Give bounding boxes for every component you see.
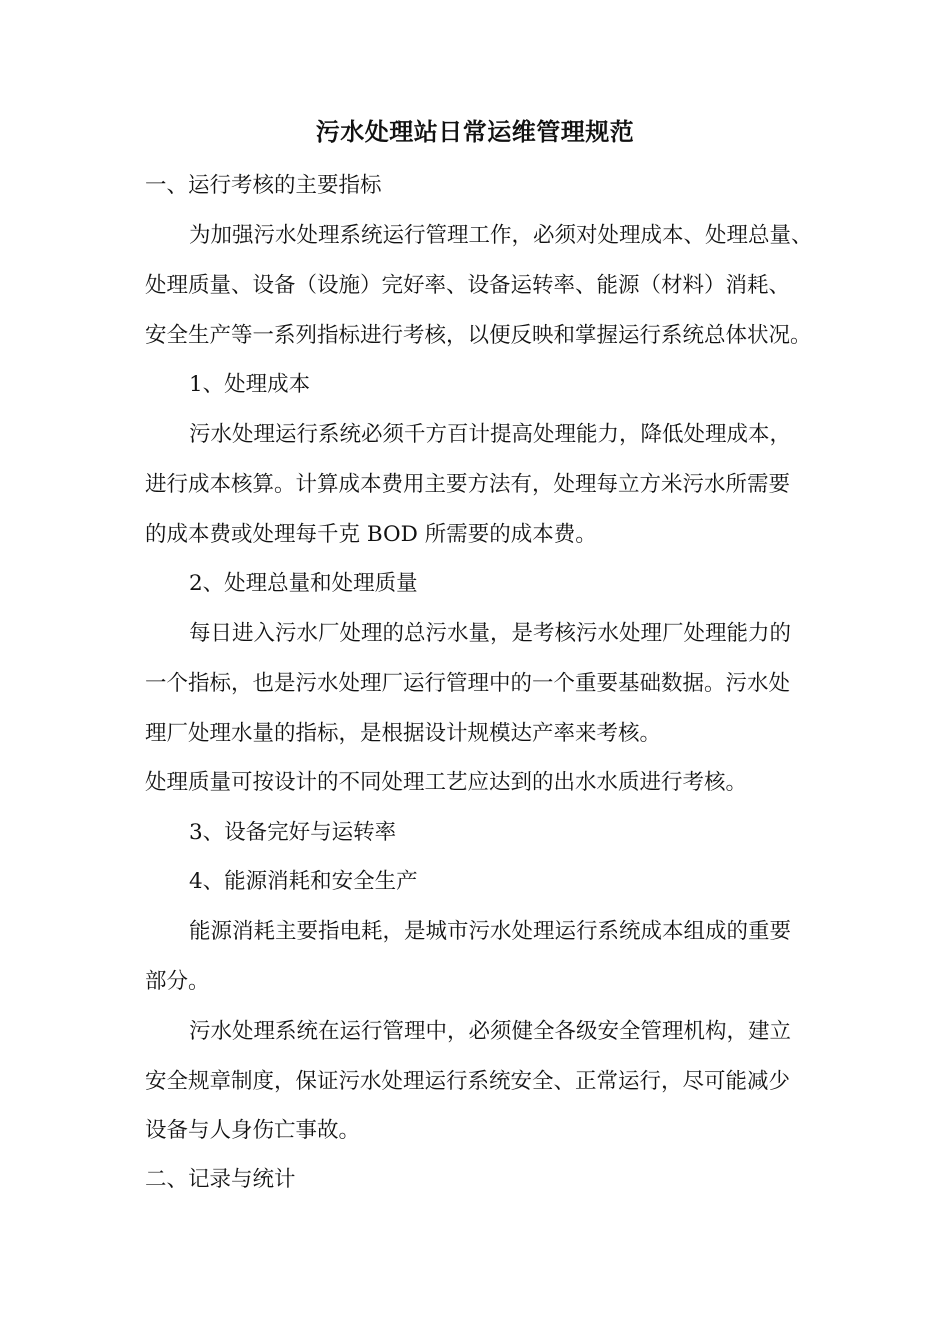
subsection-heading: 3、设备完好与运转率 (189, 820, 397, 845)
section-heading: 二、记录与统计 (145, 1167, 296, 1192)
section-heading: 一、运行考核的主要指标 (145, 173, 382, 198)
subsection-heading: 1、处理成本 (189, 372, 311, 397)
paragraph-line: 的成本费或处理每千克 BOD 所需要的成本费。 (145, 522, 597, 547)
paragraph-line: 污水处理运行系统必须千方百计提高处理能力，降低处理成本， (189, 422, 792, 447)
paragraph-line: 处理质量可按设计的不同处理工艺应达到的出水水质进行考核。 (145, 770, 748, 795)
paragraph-line: 能源消耗主要指电耗，是城市污水处理运行系统成本组成的重要 (189, 919, 792, 944)
paragraph-line: 理厂处理水量的指标，是根据设计规模达产率来考核。 (145, 721, 662, 746)
paragraph-line: 进行成本核算。计算成本费用主要方法有，处理每立方米污水所需要 (145, 472, 791, 497)
paragraph-line: 部分。 (145, 969, 210, 994)
paragraph-line: 一个指标，也是污水处理厂运行管理中的一个重要基础数据。污水处 (145, 671, 791, 696)
paragraph-line: 设备与人身伤亡事故。 (145, 1118, 361, 1143)
paragraph-line: 污水处理系统在运行管理中，必须健全各级安全管理机构，建立 (189, 1019, 792, 1044)
paragraph-line: 安全规章制度，保证污水处理运行系统安全、正常运行，尽可能减少 (145, 1069, 791, 1094)
paragraph-line: 安全生产等一系列指标进行考核，以便反映和掌握运行系统总体状况。 (145, 323, 812, 348)
paragraph-line: 为加强污水处理系统运行管理工作，必须对处理成本、处理总量、 (189, 223, 813, 248)
paragraph-line: 处理质量、设备（设施）完好率、设备运转率、能源（材料）消耗、 (145, 273, 791, 298)
subsection-heading: 2、处理总量和处理质量 (189, 571, 418, 596)
document-title: 污水处理站日常运维管理规范 (315, 117, 635, 146)
paragraph-line: 每日进入污水厂处理的总污水量，是考核污水处理厂处理能力的 (189, 621, 792, 646)
subsection-heading: 4、能源消耗和安全生产 (189, 869, 418, 894)
